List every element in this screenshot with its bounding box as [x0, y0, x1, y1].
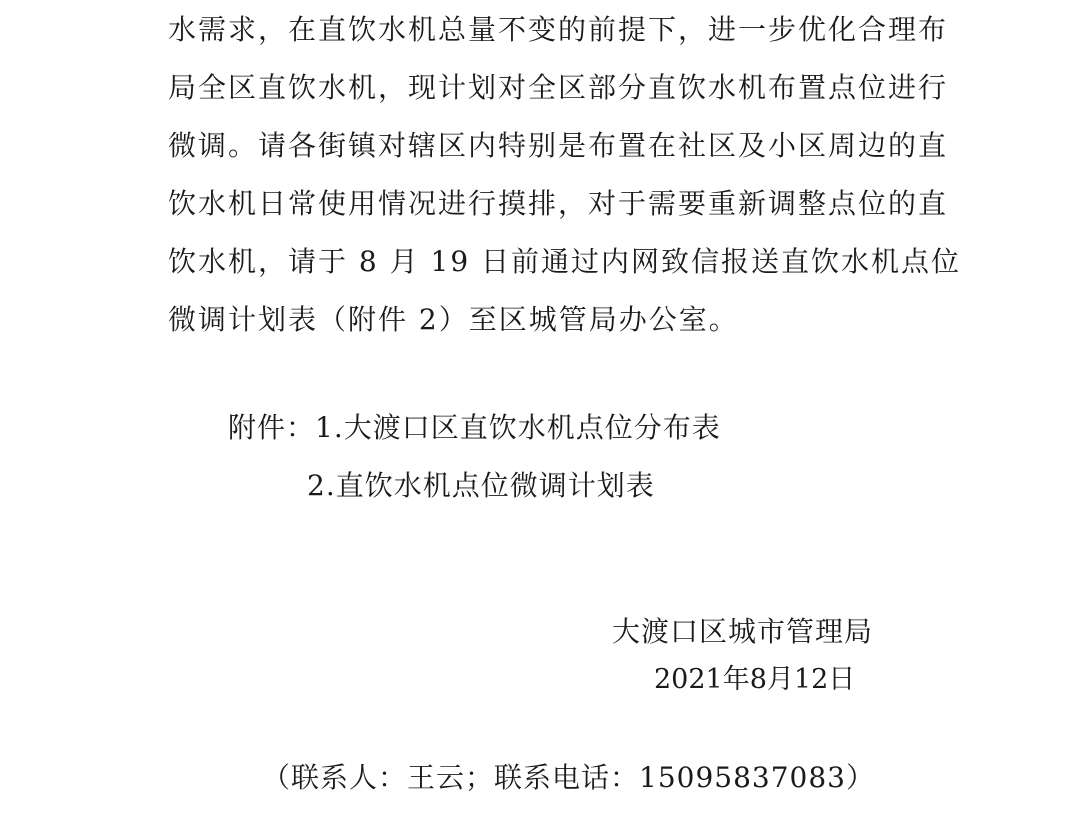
body-paragraph-line: 微调计划表（附件 2）至区城管局办公室。: [168, 303, 739, 336]
contact-info: （联系人：王云；联系电话：15095837083）: [262, 761, 875, 794]
attachment-1: 附件：1.大渡口区直饮水机点位分布表: [228, 411, 721, 444]
issue-date: 2021年8月12日: [654, 664, 856, 695]
body-paragraph-line: 饮水机日常使用情况进行摸排，对于需要重新调整点位的直: [168, 187, 949, 220]
body-paragraph-line: 微调。请各街镇对辖区内特别是布置在社区及小区周边的直: [168, 129, 949, 162]
attachment-2: 2.直饮水机点位微调计划表: [307, 469, 655, 502]
body-paragraph-line: 饮水机，请于 8 月 19 日前通过内网致信报送直饮水机点位: [168, 245, 962, 278]
issuer-name: 大渡口区城市管理局: [612, 615, 874, 648]
body-paragraph-line: 局全区直饮水机，现计划对全区部分直饮水机布置点位进行: [168, 71, 949, 104]
body-paragraph-line: 水需求，在直饮水机总量不变的前提下，进一步优化合理布: [168, 13, 949, 46]
